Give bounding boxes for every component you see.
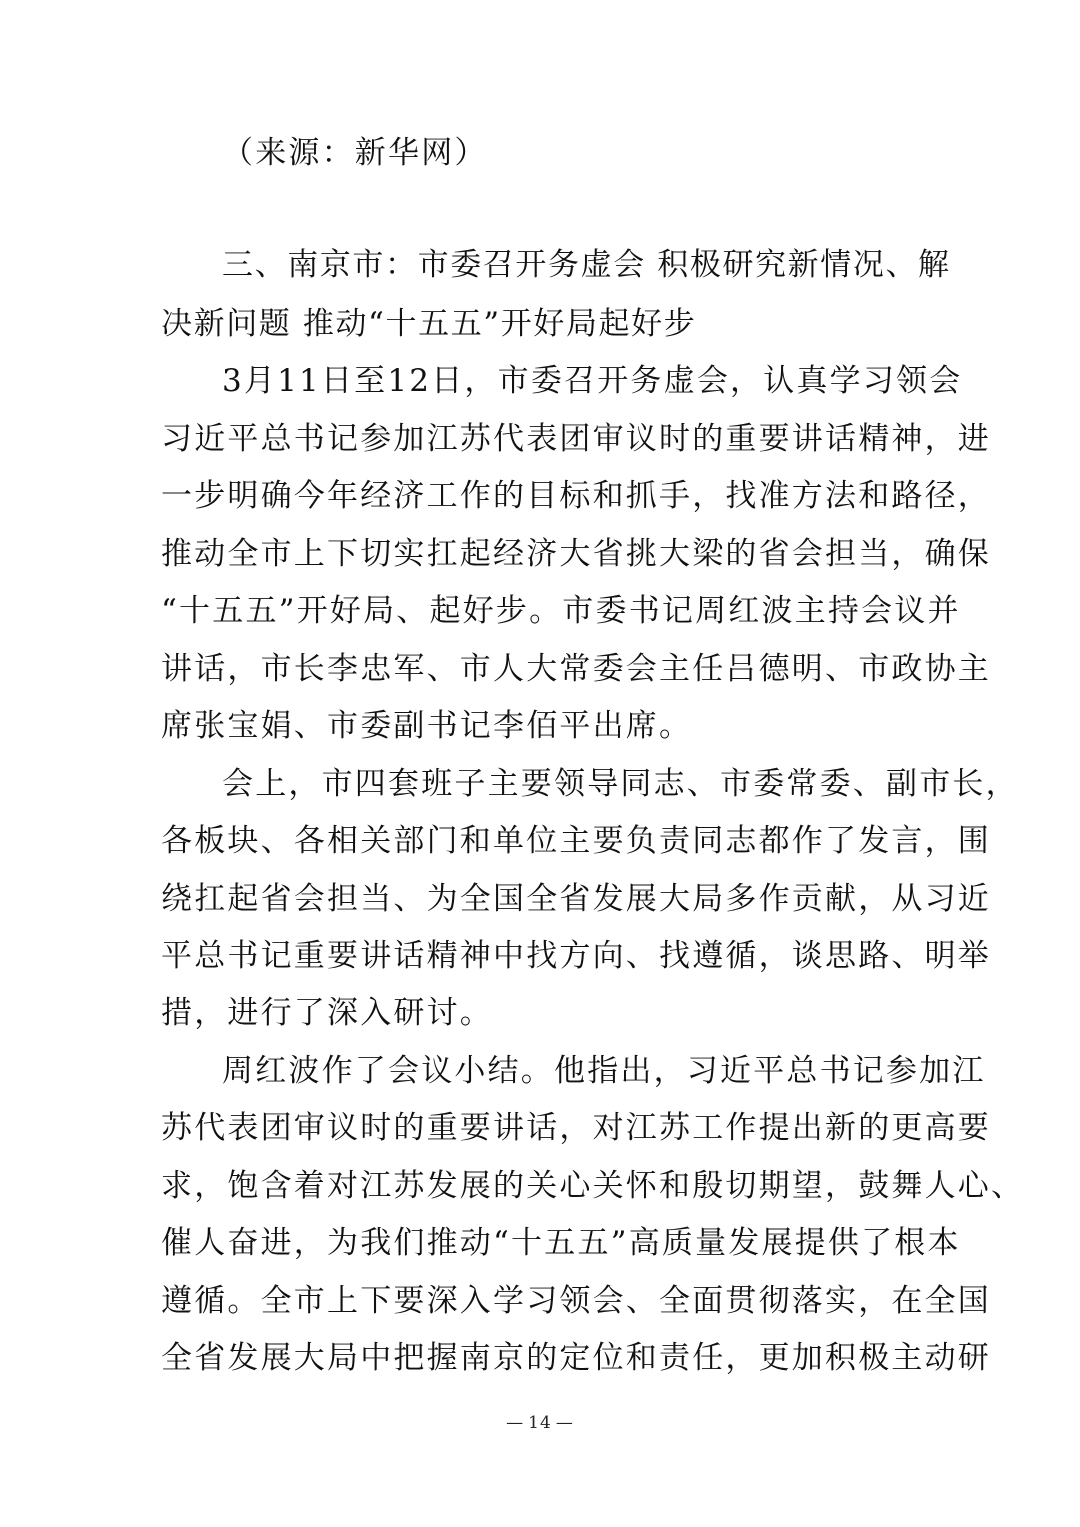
- section-heading-line-2: 决新问题 推动“十五五”开好局起好步: [161, 306, 697, 342]
- section-heading-line-1: 三、南京市：市委召开务虚会 积极研究新情况、解: [222, 247, 951, 283]
- paragraph-2-line: 会上，市四套班子主要领导同志、市委常委、副市长，: [222, 766, 1019, 802]
- paragraph-1-line: 一步明确今年经济工作的目标和抓手，找准方法和路径，: [161, 478, 991, 514]
- paragraph-1-line: 3月11日至12日，市委召开务虚会，认真学习领会: [222, 363, 963, 399]
- paragraph-3-line: 苏代表团审议时的重要讲话，对江苏工作提出新的更高要: [161, 1110, 991, 1146]
- page-number-dash-right: —: [555, 1413, 574, 1433]
- paragraph-2-line: 措，进行了深入研讨。: [161, 995, 493, 1031]
- paragraph-1-line: 席张宝娟、市委副书记李佰平出席。: [161, 708, 693, 744]
- paragraph-2-line: 绕扛起省会担当、为全国全省发展大局多作贡献，从习近: [161, 881, 991, 917]
- paragraph-3-line: 求，饱含着对江苏发展的关心关怀和殷切期望，鼓舞人心、: [161, 1168, 1025, 1204]
- paragraph-3-line: 全省发展大局中把握南京的定位和责任，更加积极主动研: [161, 1340, 991, 1376]
- paragraph-3-line: 催人奋进，为我们推动“十五五”高质量发展提供了根本: [161, 1225, 961, 1261]
- page-number-dash-left: —: [506, 1413, 525, 1433]
- paragraph-1-line: 习近平总书记参加江苏代表团审议时的重要讲话精神，进: [161, 421, 991, 457]
- paragraph-1-line: 讲话，市长李忠军、市人大常委会主任吕德明、市政协主: [161, 651, 991, 687]
- paragraph-3-line: 遵循。全市上下要深入学习领会、全面贯彻落实，在全国: [161, 1283, 991, 1319]
- page-number-value: 14: [528, 1413, 552, 1433]
- source-line: （来源：新华网）: [222, 135, 488, 171]
- paragraph-1-line: 推动全市上下切实扛起经济大省挑大梁的省会担当，确保: [161, 536, 991, 572]
- paragraph-3-line: 周红波作了会议小结。他指出，习近平总书记参加江: [222, 1053, 986, 1089]
- paragraph-2-line: 各板块、各相关部门和单位主要负责同志都作了发言，围: [161, 823, 991, 859]
- paragraph-1-line: “十五五”开好局、起好步。市委书记周红波主持会议并: [161, 593, 961, 629]
- page-number: [0, 1413, 1080, 1433]
- paragraph-2-line: 平总书记重要讲话精神中找方向、找遵循，谈思路、明举: [161, 938, 991, 974]
